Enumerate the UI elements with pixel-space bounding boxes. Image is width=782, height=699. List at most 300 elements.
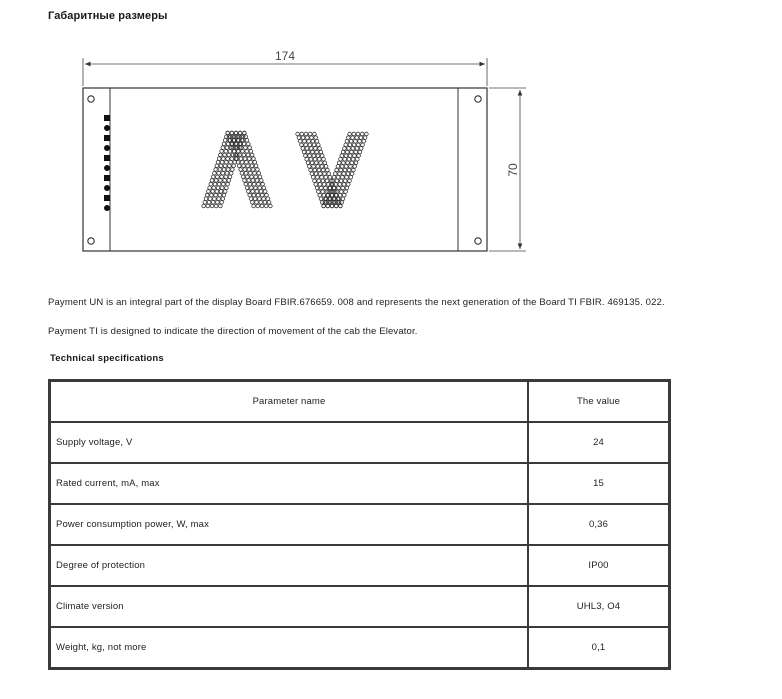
led-dot	[317, 179, 321, 183]
led-dot	[319, 172, 323, 176]
led-dot	[246, 164, 250, 168]
led-dot	[257, 182, 261, 186]
led-dot	[334, 172, 338, 176]
led-dot	[251, 179, 255, 183]
led-dot	[261, 182, 265, 186]
led-dot	[260, 204, 264, 208]
led-dot	[214, 179, 218, 183]
led-dot	[308, 154, 312, 158]
led-dot	[207, 201, 211, 205]
led-dot	[244, 135, 248, 139]
led-dot	[347, 157, 351, 161]
led-dot	[315, 186, 319, 190]
connector-pin	[104, 135, 110, 141]
led-dot	[353, 154, 357, 158]
led-dot	[263, 201, 267, 205]
led-dot	[350, 161, 354, 165]
led-dot	[326, 204, 330, 208]
led-dot	[220, 150, 224, 154]
led-dot	[338, 172, 342, 176]
led-dot	[320, 175, 324, 179]
led-dot	[231, 168, 235, 172]
led-dot	[365, 132, 369, 136]
led-dot	[311, 139, 315, 143]
led-dot	[269, 204, 273, 208]
led-dot	[254, 186, 258, 190]
led-dot	[254, 175, 258, 179]
led-dot	[241, 150, 245, 154]
led-dot	[244, 146, 248, 150]
led-dot	[253, 197, 257, 201]
led-dot	[258, 175, 262, 179]
led-dot	[342, 172, 346, 176]
led-dot	[262, 197, 266, 201]
led-dot	[319, 161, 323, 165]
led-dot	[342, 183, 346, 187]
param-column-header: Parameter name	[50, 381, 529, 423]
param-cell: Weight, kg, not more	[50, 627, 529, 669]
table-row	[50, 463, 670, 504]
led-dot	[339, 157, 343, 161]
connector-pin	[104, 155, 110, 161]
led-dot	[314, 147, 318, 151]
led-dot	[260, 179, 264, 183]
led-dot	[220, 201, 224, 205]
led-dot	[219, 190, 223, 194]
led-dot	[308, 132, 312, 136]
led-dot	[217, 182, 221, 186]
led-dot	[210, 204, 214, 208]
led-dot	[208, 186, 212, 190]
connector-pin	[104, 185, 110, 191]
led-dot	[343, 157, 347, 161]
led-dot	[318, 183, 322, 187]
led-dot	[218, 193, 222, 197]
led-dot	[310, 172, 314, 176]
led-dot	[320, 186, 324, 190]
led-dot	[305, 147, 309, 151]
led-dot	[217, 197, 221, 201]
led-dot	[357, 143, 361, 147]
led-dot	[326, 168, 330, 172]
led-dot	[257, 171, 261, 175]
table-row	[50, 586, 670, 627]
led-dot	[251, 201, 255, 205]
led-dot	[228, 150, 232, 154]
connector-pin	[104, 125, 110, 131]
led-dot	[344, 179, 348, 183]
table-row	[50, 422, 670, 463]
value-cell: 0,1	[528, 627, 670, 669]
led-dot	[341, 197, 345, 201]
led-dot	[252, 182, 256, 186]
section-heading: Габаритные размеры	[48, 10, 168, 22]
led-dot	[312, 154, 316, 158]
led-dot	[355, 147, 359, 151]
mounting-hole	[88, 96, 94, 102]
led-dot	[261, 193, 265, 197]
value-cell: 15	[528, 463, 670, 504]
led-dot	[247, 168, 251, 172]
led-dot	[245, 186, 249, 190]
led-dot	[355, 136, 359, 140]
led-dot	[213, 197, 217, 201]
led-dot	[324, 165, 328, 169]
led-dot	[251, 190, 255, 194]
led-dot	[219, 153, 223, 157]
led-dot	[354, 150, 358, 154]
led-dot	[262, 186, 266, 190]
led-dot	[313, 179, 317, 183]
led-dot	[254, 164, 258, 168]
led-dot	[321, 168, 325, 172]
led-dot	[256, 168, 260, 172]
led-dot	[314, 183, 318, 187]
led-dot	[256, 204, 260, 208]
led-dot	[203, 201, 207, 205]
connector-pin	[104, 165, 110, 171]
led-dot	[216, 186, 220, 190]
led-dot	[338, 183, 342, 187]
specs-title: Technical specifications	[50, 353, 164, 364]
led-dot	[340, 201, 344, 205]
led-dot	[227, 179, 231, 183]
led-dot	[219, 179, 223, 183]
led-dot	[243, 131, 247, 135]
led-dot	[317, 190, 321, 194]
table-row	[50, 627, 670, 669]
led-dot	[352, 168, 356, 172]
led-dot	[339, 179, 343, 183]
led-dot	[267, 201, 271, 205]
led-dot	[250, 164, 254, 168]
led-dot	[247, 190, 251, 194]
led-dot	[250, 175, 254, 179]
led-dot	[322, 183, 326, 187]
led-dot	[337, 186, 341, 190]
led-dot	[345, 175, 349, 179]
led-dot	[360, 132, 364, 136]
description-paragraph: Payment TI is designed to indicate the direction of movement of the cab the Elevator.	[48, 326, 418, 337]
led-dot	[244, 171, 248, 175]
led-dot	[342, 161, 346, 165]
led-dot	[317, 143, 321, 147]
led-dot	[239, 168, 243, 172]
led-dot	[259, 190, 263, 194]
value-column-header: The value	[528, 381, 670, 423]
led-dot	[330, 204, 334, 208]
led-dot	[349, 175, 353, 179]
led-dot	[301, 147, 305, 151]
led-dot	[308, 143, 312, 147]
led-dot	[245, 139, 249, 143]
specs-table	[48, 379, 671, 670]
led-dot	[359, 147, 363, 151]
down-arrow-led-matrix	[296, 132, 368, 208]
led-dot	[243, 179, 247, 183]
led-dot	[344, 143, 348, 147]
led-dot	[336, 165, 340, 169]
led-dot	[297, 136, 301, 140]
led-dot	[210, 179, 214, 183]
led-dot	[313, 168, 317, 172]
connector-pins	[104, 115, 110, 211]
table-row	[50, 504, 670, 545]
led-dot	[307, 139, 311, 143]
led-dot	[350, 172, 354, 176]
led-dot	[303, 139, 307, 143]
led-dot	[348, 154, 352, 158]
led-dot	[225, 146, 229, 150]
led-dot	[363, 136, 367, 140]
led-dot	[204, 197, 208, 201]
led-dot	[218, 168, 222, 172]
led-dot	[223, 164, 227, 168]
led-dot	[248, 182, 252, 186]
led-dot	[361, 143, 365, 147]
led-dot	[226, 157, 230, 161]
led-dot	[240, 171, 244, 175]
connector-pin	[104, 205, 110, 211]
led-dot	[263, 190, 267, 194]
led-dot	[242, 153, 246, 157]
led-dot	[298, 139, 302, 143]
led-dot	[212, 186, 216, 190]
led-dot	[211, 201, 215, 205]
led-dot	[321, 179, 325, 183]
led-dot	[228, 164, 232, 168]
led-dot	[251, 168, 255, 172]
led-dot	[314, 136, 318, 140]
led-dot	[207, 190, 211, 194]
led-dot	[249, 160, 253, 164]
led-dot	[211, 175, 215, 179]
led-dot	[266, 197, 270, 201]
led-dot	[310, 161, 314, 165]
led-dot	[344, 190, 348, 194]
led-dot	[322, 157, 326, 161]
led-dot	[343, 193, 347, 197]
led-dot	[252, 193, 256, 197]
led-dot	[340, 154, 344, 158]
led-dot	[225, 171, 229, 175]
led-dot	[307, 150, 311, 154]
led-dot	[358, 150, 362, 154]
height-dimension	[489, 88, 526, 251]
led-dot	[258, 197, 262, 201]
connector-pin	[104, 195, 110, 201]
led-dot	[227, 153, 231, 157]
led-dot	[304, 154, 308, 158]
led-dot	[255, 179, 259, 183]
led-dot	[229, 160, 233, 164]
led-dot	[241, 175, 245, 179]
led-dot	[322, 193, 326, 197]
led-dot	[221, 146, 225, 150]
led-dot	[348, 143, 352, 147]
led-dot	[335, 168, 339, 172]
led-dot	[221, 197, 225, 201]
led-dot	[239, 157, 243, 161]
led-dot	[223, 139, 227, 143]
led-dot	[223, 190, 227, 194]
led-dot	[208, 197, 212, 201]
led-dot	[222, 193, 226, 197]
led-dot	[243, 168, 247, 172]
led-dot	[305, 157, 309, 161]
led-dot	[223, 179, 227, 183]
led-dot	[238, 153, 242, 157]
led-dot	[337, 161, 341, 165]
led-dot	[217, 171, 221, 175]
table-row	[50, 545, 670, 586]
led-dot	[213, 182, 217, 186]
led-dot	[304, 143, 308, 147]
led-dot	[216, 201, 220, 205]
led-dot	[234, 131, 238, 135]
led-dot	[357, 154, 361, 158]
led-dot	[226, 168, 230, 172]
led-dot	[249, 197, 253, 201]
led-dot	[221, 171, 225, 175]
led-dot	[343, 147, 347, 151]
led-dot	[300, 143, 304, 147]
led-dot	[216, 160, 220, 164]
led-dot	[341, 150, 345, 154]
led-dot	[341, 186, 345, 190]
board-outline	[83, 88, 487, 251]
led-dot	[351, 147, 355, 151]
led-dot	[347, 136, 351, 140]
led-dot	[351, 157, 355, 161]
led-dot	[334, 204, 338, 208]
led-dot	[232, 150, 236, 154]
led-dot	[352, 132, 356, 136]
led-dot	[353, 165, 357, 169]
led-dot	[230, 157, 234, 161]
led-dot	[348, 132, 352, 136]
led-dot	[226, 131, 230, 135]
led-dot	[309, 147, 313, 151]
led-dot	[313, 157, 317, 161]
led-dot	[232, 164, 236, 168]
led-dot	[246, 153, 250, 157]
led-dot	[310, 136, 314, 140]
led-dot	[347, 147, 351, 151]
led-dot	[206, 204, 210, 208]
param-cell: Rated current, mA, max	[50, 463, 529, 504]
led-dot	[322, 204, 326, 208]
led-dot	[296, 132, 300, 136]
led-dot	[341, 175, 345, 179]
led-dot	[358, 139, 362, 143]
led-dot	[214, 168, 218, 172]
led-dot	[259, 201, 263, 205]
led-dot	[338, 193, 342, 197]
led-dot	[222, 157, 226, 161]
led-dot	[264, 204, 268, 208]
led-dot	[228, 175, 232, 179]
led-dot	[346, 183, 350, 187]
led-dot	[222, 168, 226, 172]
led-dot	[205, 193, 209, 197]
led-dot	[216, 175, 220, 179]
led-dot	[222, 142, 226, 146]
led-dot	[356, 132, 360, 136]
led-dot	[265, 193, 269, 197]
led-dot	[306, 161, 310, 165]
led-dot	[356, 157, 360, 161]
led-dot	[336, 175, 340, 179]
led-dot	[347, 168, 351, 172]
led-dot	[345, 165, 349, 169]
mounting-hole	[475, 238, 481, 244]
param-cell: Climate version	[50, 586, 529, 627]
led-dot	[312, 143, 316, 147]
led-dot	[240, 160, 244, 164]
led-dot	[348, 179, 352, 183]
led-dot	[313, 132, 317, 136]
led-dot	[321, 190, 325, 194]
led-dot	[324, 186, 328, 190]
led-dot	[223, 153, 227, 157]
led-dot	[214, 204, 218, 208]
led-dot	[220, 160, 224, 164]
led-dot	[250, 186, 254, 190]
led-dot	[229, 171, 233, 175]
led-dot	[354, 161, 358, 165]
led-dot	[340, 190, 344, 194]
led-dot	[302, 150, 306, 154]
led-dot	[238, 164, 242, 168]
value-cell: IP00	[528, 545, 670, 586]
height-dimension-label: 70	[506, 163, 520, 177]
param-cell: Power consumption power, W, max	[50, 504, 529, 545]
led-dot	[319, 197, 323, 201]
led-dot	[222, 182, 226, 186]
led-dot	[215, 190, 219, 194]
led-dot	[319, 150, 323, 154]
led-dot	[346, 172, 350, 176]
led-dot	[339, 168, 343, 172]
led-dot	[311, 175, 315, 179]
board-dimension-drawing	[0, 0, 782, 290]
led-dot	[349, 139, 353, 143]
value-cell: UHL3, O4	[528, 586, 670, 627]
led-dot	[255, 201, 259, 205]
table-header-row	[50, 381, 670, 423]
led-dot	[362, 139, 366, 143]
led-dot	[253, 171, 257, 175]
led-dot	[315, 161, 319, 165]
led-dot	[300, 132, 304, 136]
connector-pin	[104, 115, 110, 121]
led-dot	[327, 172, 331, 176]
mounting-hole	[88, 238, 94, 244]
led-dot	[352, 143, 356, 147]
led-dot	[225, 160, 229, 164]
led-dot	[214, 193, 218, 197]
led-dot	[252, 204, 256, 208]
led-dot	[332, 175, 336, 179]
width-dimension	[83, 49, 487, 86]
led-dot	[238, 131, 242, 135]
led-dot	[339, 204, 343, 208]
led-dot	[249, 171, 253, 175]
led-dot	[325, 179, 329, 183]
led-dot	[248, 157, 252, 161]
led-dot	[237, 150, 241, 154]
